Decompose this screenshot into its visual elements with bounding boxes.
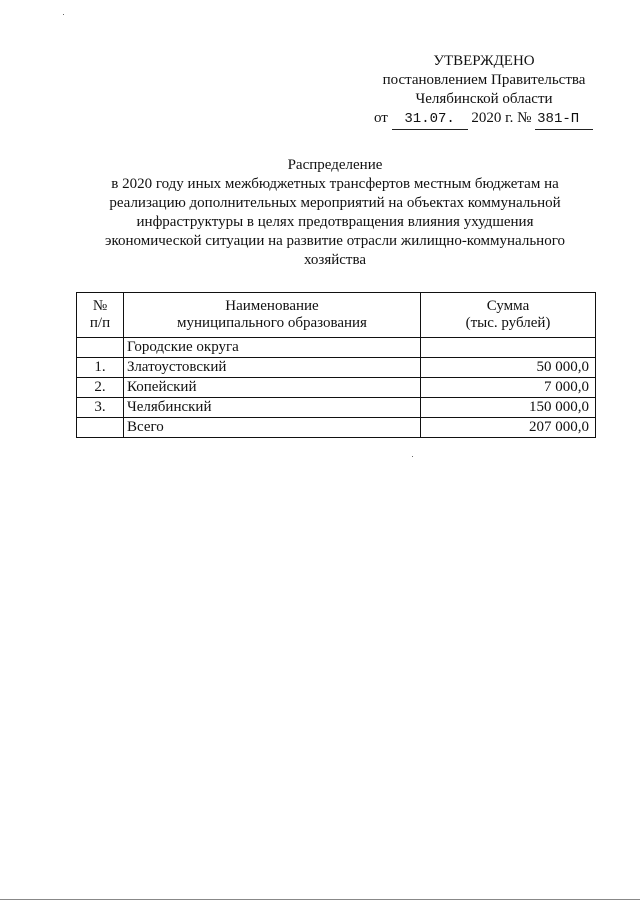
group-sum-cell — [421, 338, 596, 358]
table-header-row — [77, 293, 596, 338]
table-row — [77, 378, 596, 398]
document-title — [100, 156, 570, 270]
title-line: инфраструктуры в целях предотвращения влияния ухудшения — [136, 214, 534, 230]
table-row — [77, 358, 596, 378]
handwritten-date: 31.07. — [392, 110, 468, 130]
total-label: Всего — [124, 418, 421, 438]
title-line: реализацию дополнительных мероприятий на объектах коммунальной — [109, 195, 561, 211]
header-num-symbol: № — [92, 298, 108, 314]
approval-resolution-line: постановлением Правительства — [382, 72, 586, 88]
table-total-row — [77, 418, 596, 438]
approval-block — [360, 52, 608, 130]
row-sum: 150 000,0 — [421, 398, 596, 418]
scan-speck — [63, 14, 64, 15]
header-sum-line1: Сумма — [486, 298, 530, 314]
row-name: Челябинский — [124, 398, 421, 418]
year-text: 2020 г. № — [471, 110, 532, 126]
row-num: 2. — [77, 378, 124, 398]
approval-region-line: Челябинской области — [415, 91, 553, 107]
approval-stamp: УТВЕРЖДЕНО — [433, 53, 535, 69]
total-sum: 207 000,0 — [421, 418, 596, 438]
table-group-row — [77, 338, 596, 358]
row-sum: 7 000,0 — [421, 378, 596, 398]
scan-speck — [412, 456, 413, 457]
title-heading: Распределение — [287, 157, 383, 173]
row-num: 3. — [77, 398, 124, 418]
header-num-abbr: п/п — [89, 315, 111, 331]
header-sum — [421, 293, 596, 338]
date-prefix: от — [374, 110, 388, 126]
scan-edge-line — [0, 899, 640, 900]
group-label: Городские округа — [124, 338, 421, 358]
row-num: 1. — [77, 358, 124, 378]
header-name — [124, 293, 421, 338]
header-name-line2: муниципального образования — [177, 315, 367, 331]
header-sum-line2: (тыс. рублей) — [465, 315, 551, 331]
approval-date-line — [360, 109, 608, 130]
row-sum: 50 000,0 — [421, 358, 596, 378]
total-num-cell — [77, 418, 124, 438]
header-name-line1: Наименование — [225, 298, 319, 314]
group-num-cell — [77, 338, 124, 358]
header-num — [77, 293, 124, 338]
table-row — [77, 398, 596, 418]
distribution-table — [76, 292, 596, 438]
title-line: в 2020 году иных межбюджетных трансфертов местным бюджетам на — [111, 176, 559, 192]
row-name: Златоустовский — [124, 358, 421, 378]
row-name: Копейский — [124, 378, 421, 398]
title-line: экономической ситуации на развитие отрасли жилищно-коммунального — [105, 233, 565, 249]
handwritten-number: 381-П — [535, 110, 593, 130]
title-line: хозяйства — [303, 252, 367, 268]
